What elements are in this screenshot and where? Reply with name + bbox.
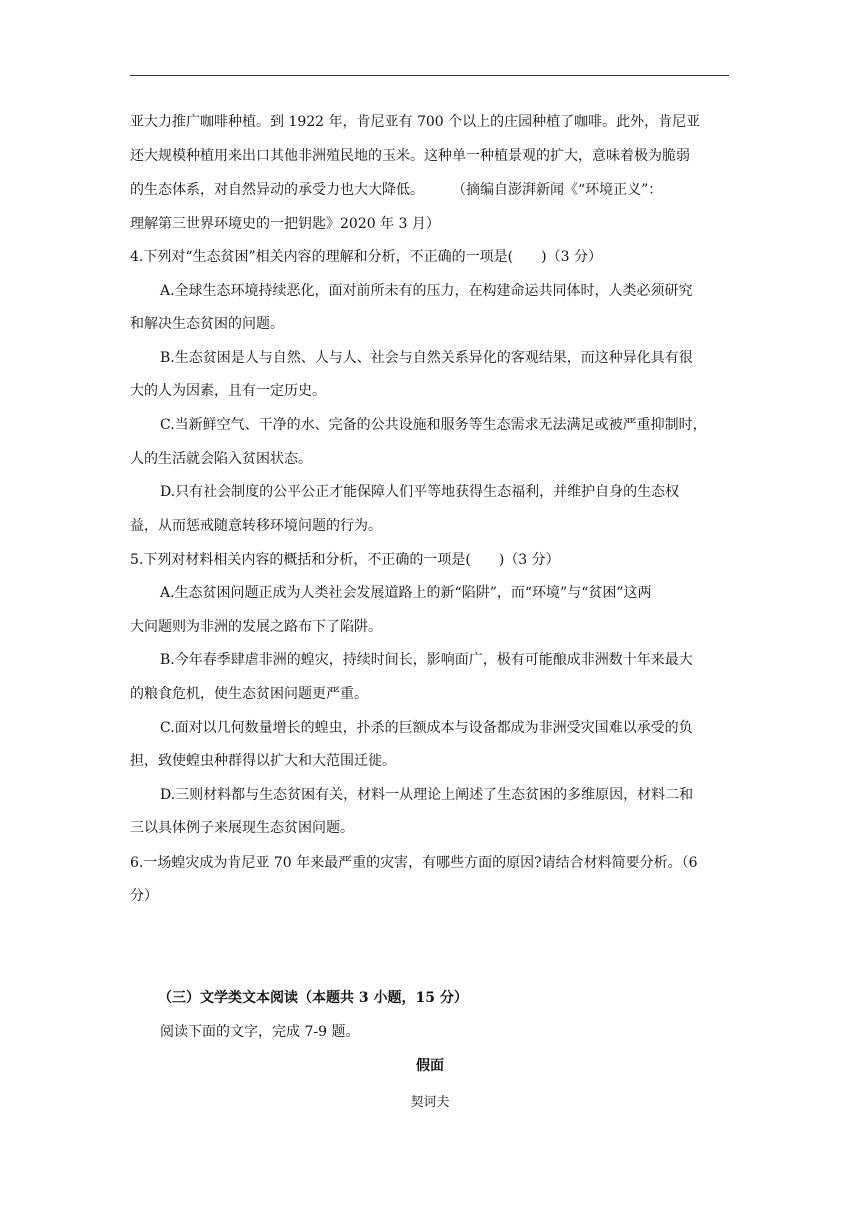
q4-option-d-line-2: 益，从而惩戒随意转移环境问题的行为。 [130,518,382,534]
q4-option-b-line-1: B.生态贫困是人与自然、人与人、社会与自然关系异化的客观结果，而这种异化具有很 [160,350,693,366]
q4-option-a-line-1: A.全球生态环境持续恶化，面对前所未有的压力，在构建命运共同体时，人类必须研究 [160,283,693,299]
q5-option-d-line-1: D.三则材料都与生态贫困有关，材料一从理论上阐述了生态贫困的多维原因，材料二和 [160,787,694,803]
q4-option-a-line-2: 和解决生态贫困的问题。 [130,316,284,332]
q6-stem-line-1: 6.一场蝗灾成为肯尼亚 70 年来最严重的灾害，有哪些方面的原因?请结合材料简要分析。（6 [130,855,698,871]
passage-line-1: 亚大力推广咖啡种植。到 1922 年，肯尼亚有 700 个以上的庄园种植了咖啡。此外，肯尼亚 [130,114,701,130]
section-heading: （三）文学类文本阅读（本题共 3 小题，15 分） [158,990,468,1006]
q6-stem-line-2: 分） [130,888,158,904]
q5-option-d-line-2: 三以具体例子来展现生态贫困问题。 [130,820,354,836]
q4-option-b-line-2: 大的人为因素，且有一定历史。 [130,383,326,399]
q5-option-b-line-1: B.今年春季肆虐非洲的蝗灾，持续时间长，影响面广，极有可能酿成非洲数十年来最大 [160,652,693,668]
q4-stem: 4.下列对“生态贫困”相关内容的理解和分析，不正确的一项是( )（3 分） [130,249,602,265]
story-author: 契诃夫 [410,1095,450,1110]
q5-option-c-line-2: 担，致使蝗虫种群得以扩大和大范围迁徙。 [130,753,396,769]
q5-option-a-line-2: 大问题则为非洲的发展之路布下了陷阱。 [130,619,382,635]
q5-stem: 5.下列对材料相关内容的概括和分析，不正确的一项是( )（3 分） [130,552,560,568]
q5-option-c-line-1: C.面对以几何数量增长的蝗虫，扑杀的巨额成本与设备都成为非洲受灾国难以承受的负 [160,720,693,736]
story-title: 假面 [416,1058,444,1074]
passage-line-3: 的生态体系，对自然异动的承受力也大大降低。 （摘编自澎湃新闻《“环境正义”： [130,182,663,198]
passage-source: 理解第三世界环境史的一把钥匙》2020 年 3 月） [130,216,440,232]
section-instruction: 阅读下面的文字，完成 7-9 题。 [160,1024,360,1040]
q5-option-a-line-1: A.生态贫困问题正成为人类社会发展道路上的新“陷阱”，而“环境”与“贫困”这两 [160,585,652,601]
q4-option-c-line-1: C.当新鲜空气、干净的水、完备的公共设施和服务等生态需求无法满足或被严重抑制时， [160,417,707,433]
q5-option-b-line-2: 的粮食危机，使生态贫困问题更严重。 [130,686,368,702]
passage-line-2: 还大规模种植用来出口其他非洲殖民地的玉米。这种单一种植景观的扩大，意味着极为脆弱 [130,148,690,164]
q4-option-c-line-2: 人的生活就会陷入贫困状态。 [130,451,312,467]
header-rule [130,75,729,76]
q4-option-d-line-1: D.只有社会制度的公平公正才能保障人们平等地获得生态福利，并维护自身的生态权 [160,484,680,500]
